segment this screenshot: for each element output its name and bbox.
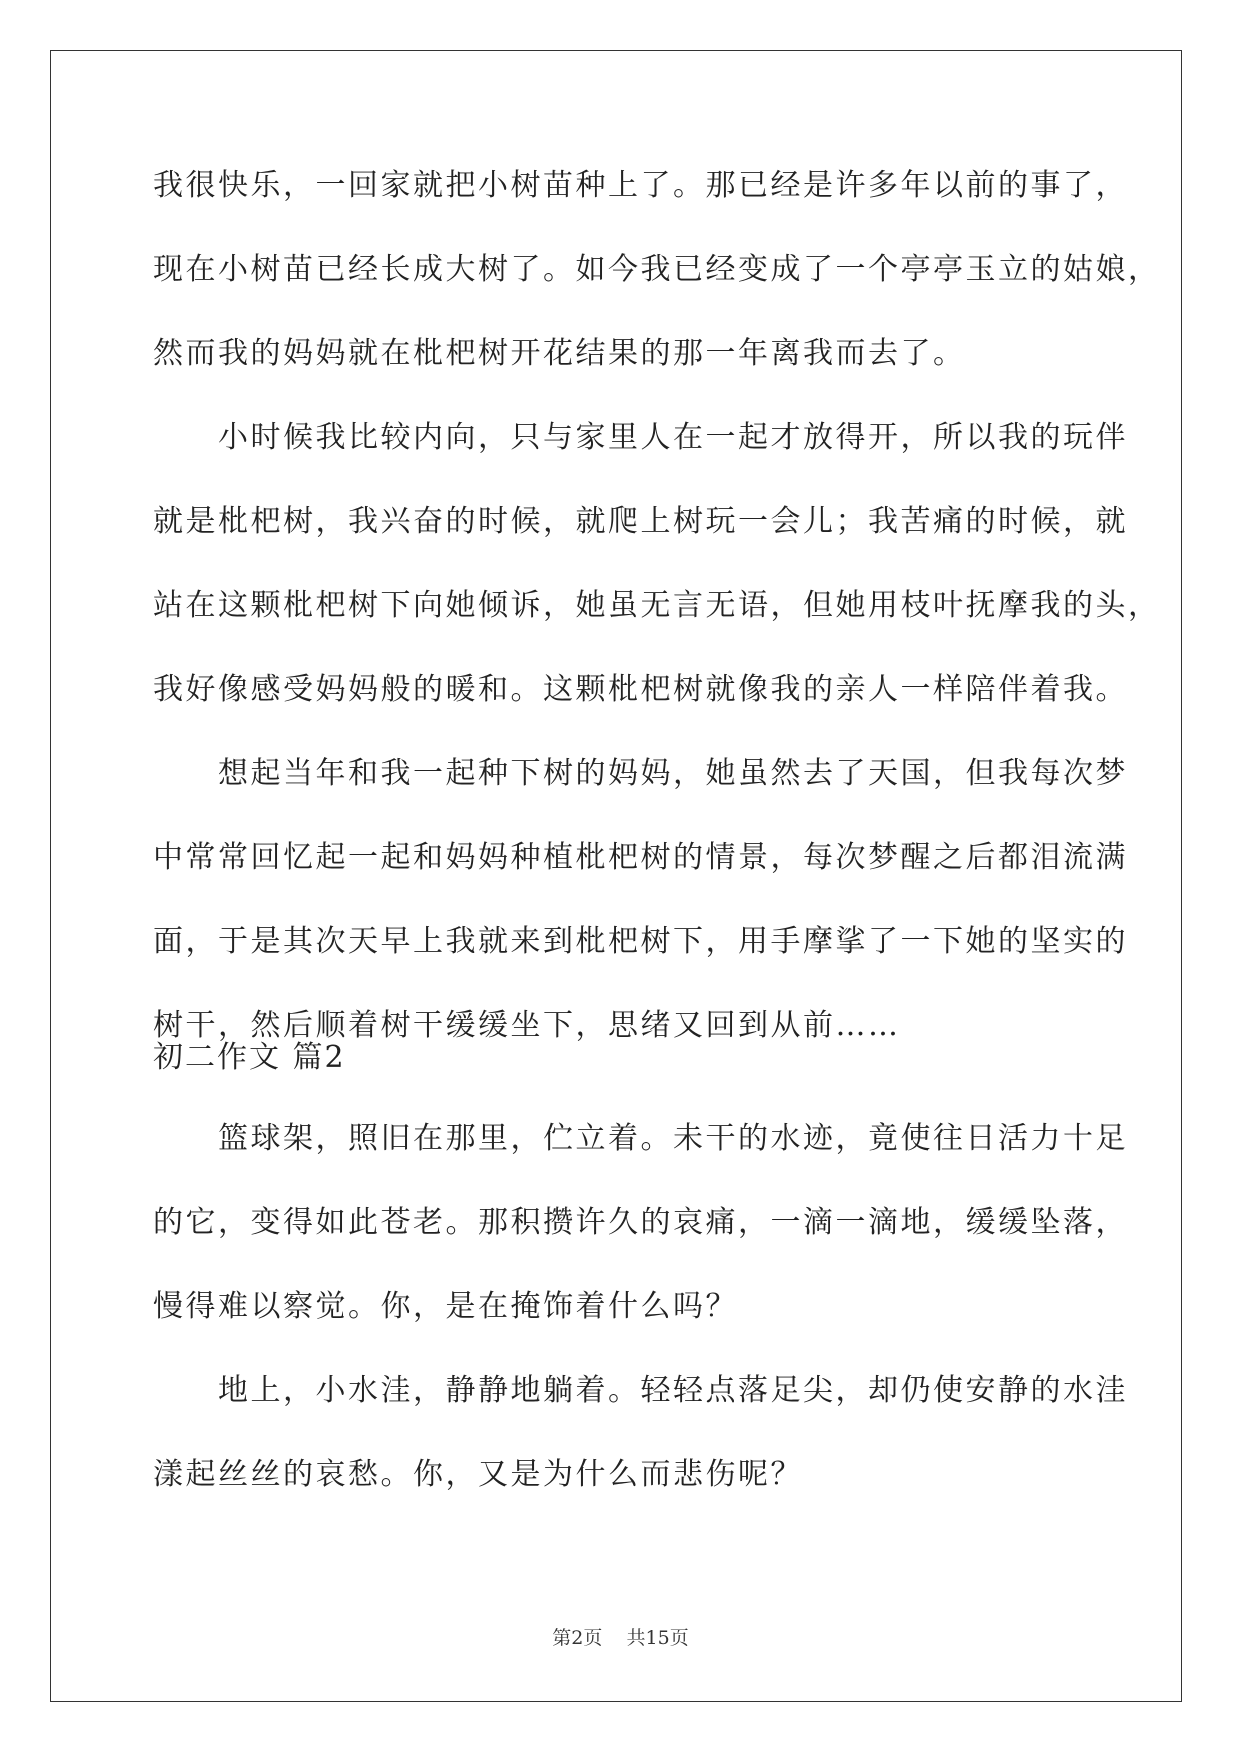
paragraph-line: 的它，变得如此苍老。那积攒许久的哀痛，一滴一滴地，缓缓坠落，	[153, 1205, 1128, 1240]
paragraph-line: 面，于是其次天早上我就来到枇杷树下，用手摩挲了一下她的坚实的	[153, 924, 1128, 959]
paragraph-line: 篮球架，照旧在那里，伫立着。未干的水迹，竟使往日活力十足	[153, 1121, 1128, 1156]
page-total: 共15页	[626, 1627, 689, 1649]
paragraph-line: 地上，小水洼，静静地躺着。轻轻点落足尖，却仍使安静的水洼	[153, 1373, 1128, 1408]
paragraph-line: 我好像感受妈妈般的暖和。这颗枇杷树就像我的亲人一样陪伴着我。	[153, 672, 1128, 707]
paragraph-line: 我很快乐，一回家就把小树苗种上了。那已经是许多年以前的事了，	[153, 168, 1128, 203]
paragraph-line: 小时候我比较内向，只与家里人在一起才放得开，所以我的玩伴	[153, 420, 1128, 455]
paragraph-line: 漾起丝丝的哀愁。你，又是为什么而悲伤呢？	[153, 1457, 803, 1492]
section-body	[153, 1113, 1128, 1533]
paragraph-line: 站在这颗枇杷树下向她倾诉，她虽无言无语，但她用枝叶抚摩我的头，	[153, 588, 1161, 623]
paragraph-line: 慢得难以察觉。你，是在掩饰着什么吗？	[153, 1289, 738, 1324]
paragraph-line: 然而我的妈妈就在枇杷树开花结果的那一年离我而去了。	[153, 336, 966, 371]
section-heading: 初二作文 篇2	[153, 1040, 346, 1075]
page-footer	[0, 1623, 1241, 1650]
document-body	[153, 160, 1161, 1084]
paragraph-line: 现在小树苗已经长成大树了。如今我已经变成了一个亭亭玉立的姑娘，	[153, 252, 1161, 287]
paragraph-line: 就是枇杷树，我兴奋的时候，就爬上树玩一会儿；我苦痛的时候，就	[153, 504, 1128, 539]
paragraph-line: 想起当年和我一起种下树的妈妈，她虽然去了天国，但我每次梦	[153, 756, 1128, 791]
paragraph-line: 中常常回忆起一起和妈妈种植枇杷树的情景，每次梦醒之后都泪流满	[153, 840, 1128, 875]
page-number: 第2页	[552, 1627, 603, 1649]
paragraph-line: 树干，然后顺着树干缓缓坐下，思绪又回到从前……	[153, 1008, 901, 1043]
